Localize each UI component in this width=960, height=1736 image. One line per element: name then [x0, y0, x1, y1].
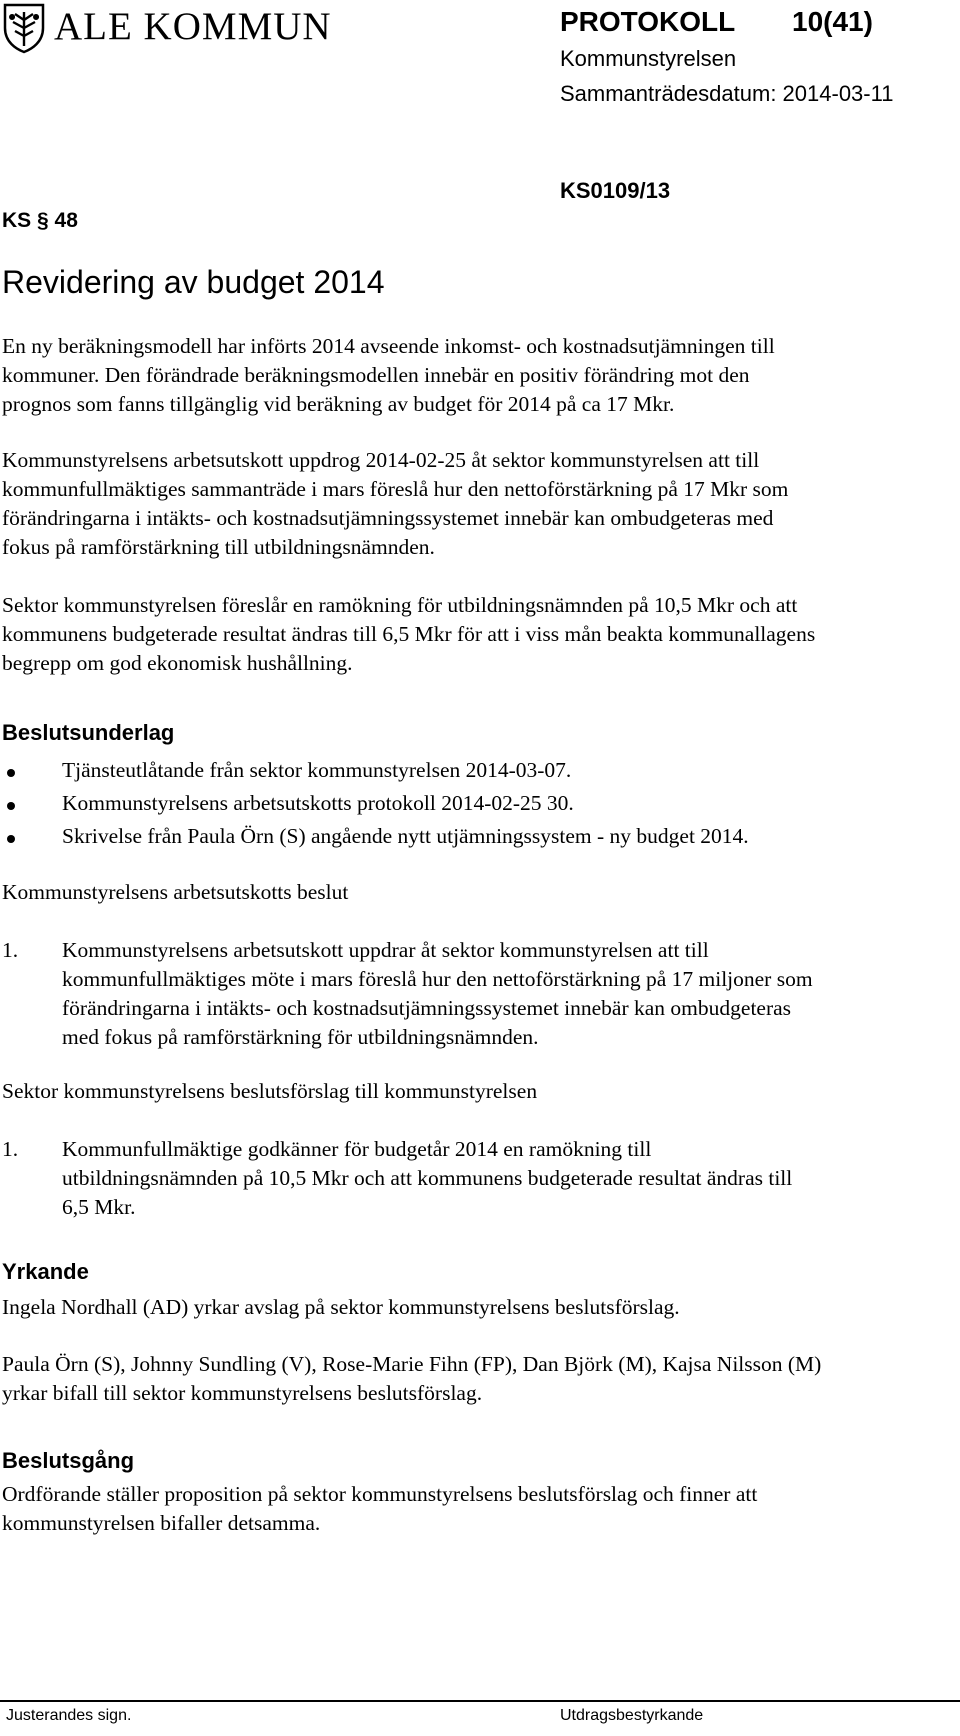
- heading-au-beslut: Kommunstyrelsens arbetsutskotts beslut: [2, 880, 349, 904]
- list-item: [0, 791, 940, 820]
- org-name: Kommunstyrelsen: [560, 46, 737, 71]
- heading-beslutsunderlag: Beslutsunderlag: [2, 720, 175, 745]
- sektor-forslag-number: 1.: [2, 1137, 19, 1161]
- text-line: med fokus på ramförstärkning för utbildningsnämnden.: [62, 1025, 539, 1049]
- paragraph-1: [2, 332, 942, 419]
- bullet-icon: [7, 802, 15, 810]
- text-line: Sektor kommunstyrelsen föreslår en ramökning för utbildningsnämnden på 10,5 Mkr och att: [2, 593, 798, 617]
- text-line: förändringarna i intäkts- och kostnadsutjämningssystemet innebär kan ombudgeteras: [62, 996, 792, 1020]
- footer: [0, 1700, 960, 1736]
- sektor-forslag-text: [62, 1135, 792, 1222]
- meeting-date: Sammanträdesdatum: 2014-03-11: [560, 81, 894, 106]
- paragraph-2: [2, 446, 942, 562]
- text-line: förändringarna i intäkts- och kostnadsutjämningssystemet innebär kan ombudgeteras med: [2, 506, 774, 530]
- au-beslut-text: [62, 936, 813, 1052]
- text-line: Ordförande ställer proposition på sektor kommunstyrelsens beslutsförslag och finner att: [2, 1482, 758, 1506]
- text-line: begrepp om god ekonomisk hushållning.: [2, 651, 353, 675]
- paragraph-3: [2, 591, 942, 678]
- bullet-icon: [7, 835, 15, 843]
- list-item-text: Tjänsteutlåtande från sektor kommunstyrelsen 2014-03-07.: [62, 758, 572, 782]
- text-line: yrkar bifall till sektor kommunstyrelsens beslutsförslag.: [2, 1381, 483, 1405]
- text-line: Kommunstyrelsens arbetsutskott uppdrar åt sektor kommunstyrelsen att till: [62, 938, 709, 962]
- text-line: kommuner. Den förändrade beräkningsmodellen innebär en positiv förändring mot den: [2, 363, 750, 387]
- heading-yrkande: Yrkande: [2, 1259, 89, 1284]
- doc-type: PROTOKOLL: [560, 6, 736, 37]
- text-line: Kommunfullmäktige godkänner för budgetår 2014 en ramökning till: [62, 1137, 652, 1161]
- text-line: En ny beräkningsmodell har införts 2014 avseende inkomst- och kostnadsutjämningen till: [2, 334, 775, 358]
- text-line: Paula Örn (S), Johnny Sundling (V), Rose-Marie Fihn (FP), Dan Björk (M), Kajsa Nilsson (M): [2, 1352, 822, 1376]
- case-number: KS0109/13: [560, 178, 671, 203]
- justerandes-sign-label: Justerandes sign.: [6, 1707, 132, 1724]
- list-item-text: Kommunstyrelsens arbetsutskotts protokoll 2014-02-25 30.: [62, 791, 574, 815]
- coat-of-arms-icon: [2, 2, 46, 54]
- text-line: kommunens budgeterade resultat ändras till 6,5 Mkr för att i viss mån beakta kommunallagens: [2, 622, 816, 646]
- text-line: Kommunstyrelsens arbetsutskott uppdrog 2014-02-25 åt sektor kommunstyrelsen att till: [2, 448, 760, 472]
- heading-beslutsgang: Beslutsgång: [2, 1448, 135, 1473]
- list-item-text: Skrivelse från Paula Örn (S) angående nytt utjämningssystem - ny budget 2014.: [62, 824, 749, 848]
- beslutsgang-paragraph: [2, 1480, 942, 1538]
- heading-sektor-forslag: Sektor kommunstyrelsens beslutsförslag till kommunstyrelsen: [2, 1079, 538, 1103]
- text-line: kommunfullmäktiges möte i mars föreslå hur den nettoförstärkning på 17 miljoner som: [62, 967, 813, 991]
- text-line: prognos som fanns tillgänglig vid beräkning av budget för 2014 på ca 17 Mkr.: [2, 392, 675, 416]
- yrkande-paragraph-1: [2, 1293, 942, 1322]
- text-line: fokus på ramförstärkning till utbildningsnämnden.: [2, 535, 435, 559]
- page-number: 10(41): [792, 6, 873, 37]
- section-number: KS § 48: [2, 209, 78, 232]
- text-line: kommunstyrelsen bifaller detsamma.: [2, 1511, 321, 1535]
- logo-text: ALE KOMMUN: [54, 5, 332, 48]
- yrkande-paragraph-2: [2, 1350, 942, 1408]
- text-line: kommunfullmäktiges sammanträde i mars föreslå hur den nettoförstärkning på 17 Mkr som: [2, 477, 789, 501]
- page-title: Revidering av budget 2014: [2, 264, 385, 300]
- list-item: [0, 758, 940, 787]
- logo: [0, 0, 400, 58]
- au-beslut-number: 1.: [2, 938, 19, 962]
- footer-rule: [0, 1700, 960, 1702]
- list-item: [0, 824, 940, 853]
- text-line: 6,5 Mkr.: [62, 1195, 136, 1219]
- text-line: Ingela Nordhall (AD) yrkar avslag på sektor kommunstyrelsens beslutsförslag.: [2, 1295, 680, 1319]
- bullet-icon: [7, 769, 15, 777]
- utdragsbestyrkande-label: Utdragsbestyrkande: [560, 1707, 704, 1724]
- text-line: utbildningsnämnden på 10,5 Mkr och att kommunens budgeterade resultat ändras till: [62, 1166, 793, 1190]
